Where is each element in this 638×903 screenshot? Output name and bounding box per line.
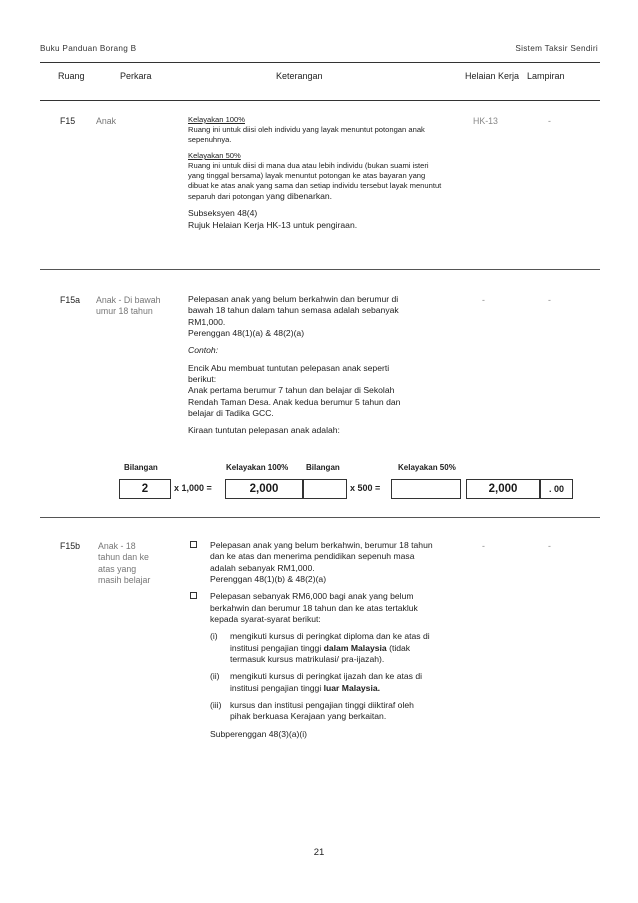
f15b-condition-iii [210, 700, 440, 723]
kelayakan-50-label: Kelayakan 50% [188, 151, 241, 161]
calc-kelayakan-50-label: Kelayakan 50% [398, 463, 456, 472]
condition-ii-bold: luar Malaysia. [323, 682, 381, 693]
checkbox-icon [190, 591, 210, 740]
f15b-condition-ii [210, 671, 440, 694]
calc-kelayakan-100-label: Kelayakan 100% [226, 463, 289, 472]
kelayakan-50-text [188, 161, 443, 202]
f15a-example-intro: Encik Abu membuat tuntutan pelepasan anak seperti berikut: [188, 362, 390, 385]
f15b-subperenggan: Subperenggan 48(3)(a)(i) [210, 728, 307, 739]
calc-bilangan-2-label: Bilangan [306, 463, 340, 472]
f15a-perenggan: Perenggan 48(1)(a) & 48(2)(a) [188, 328, 305, 339]
col-header-ruang: Ruang [58, 71, 85, 81]
f15a-text: Pelepasan anak yang belum berkahwin dan berumur di bawah 18 tahun dalam tahun semasa adalah sebanyak RM1,000. [188, 294, 399, 327]
row-f15a-lampiran: - [548, 295, 551, 305]
condition-i-tail: (tidak termasuk kursus matrikulasi/ pra-ijazah). [230, 642, 411, 665]
f15-rujuk: Rujuk Helaian Kerja HK-13 untuk pengiraan. [188, 219, 358, 230]
row-f15-lampiran: - [548, 116, 551, 126]
row-f15b-lampiran: - [548, 541, 551, 551]
running-header-right: Sistem Taksir Sendiri [515, 44, 598, 53]
calc-bilangan-1-label: Bilangan [124, 463, 158, 472]
calc-count-50-box [303, 479, 347, 499]
condition-i-text: mengikuti kursus di peringkat diploma dan ke atas di institusi pengajian tinggi [230, 631, 430, 653]
kelayakan-100-label: Kelayakan 100% [188, 115, 245, 124]
f15a-kiraan: Kiraan tuntutan pelepasan anak adalah: [188, 425, 340, 436]
f15a-contoh: Contoh: [188, 345, 219, 356]
col-header-perkara: Perkara [120, 71, 152, 81]
kelayakan-100-text: Ruang ini untuk diisi oleh individu yang layak menuntut potongan anak sepenuhnya. [188, 125, 425, 145]
row-f15b-ruang: F15b [60, 541, 81, 551]
f15b-bullet-2 [190, 591, 440, 740]
row-f15-ruang: F15 [60, 116, 76, 126]
row-f15a-ruang: F15a [60, 295, 81, 305]
row-f15b-keterangan [190, 540, 440, 740]
condition-ii-text: mengikuti kursus di peringkat ijazah dan ke atas di institusi pengajian tinggi [230, 671, 423, 693]
calc-cents-box: . 00 [540, 479, 573, 499]
col-header-helaian: Helaian Kerja [464, 71, 520, 81]
condition-ii-number: (ii) [210, 671, 220, 682]
calc-count-100-box: 2 [119, 479, 171, 499]
row-f15-helaian: HK-13 [473, 116, 498, 126]
condition-i-bold: dalam Malaysia [323, 642, 387, 653]
row-f15a-helaian: - [482, 295, 485, 305]
row-f15b-perkara: Anak - 18 tahun dan ke atas yang masih belajar [98, 541, 151, 585]
f15b-condition-i [210, 631, 440, 665]
row-f15-divider [40, 269, 600, 270]
row-f15a-keterangan [188, 294, 413, 437]
row-f15b-helaian: - [482, 541, 485, 551]
row-f15-perkara: Anak [96, 116, 117, 126]
f15b-bullet-1-text: Pelepasan anak yang belum berkahwin, berumur 18 tahun dan ke atas dan menerima pendidikan sepenuh masa adalah sebanyak RM1,000. [210, 540, 433, 573]
row-f15a-perkara: Anak - Di bawah umur 18 tahun [96, 295, 161, 317]
running-header-left: Buku Panduan Borang B [40, 44, 137, 53]
calc-multiplier-1000: x 1,000 = [174, 483, 212, 493]
table-top-rule [40, 62, 600, 63]
condition-i-number: (i) [210, 631, 218, 642]
calc-multiplier-500: x 500 = [350, 483, 381, 493]
f15a-example-detail: Anak pertama berumur 7 tahun dan belajar di Sekolah Rendah Taman Desa. Anak kedua berumur 5 tahun dan belajar di Tadika GCC. [188, 385, 401, 419]
col-header-keterangan: Keterangan [276, 71, 323, 81]
kelayakan-50-text-main: Ruang ini untuk diisi di mana dua atau lebih individu (bukan suami isteri yang tinggal bersama) layak menuntut potongan ke atas bayaran yang dibuat ke atas anak yang sama dan setiap individu tersebut layak menuntut separuh dari potongan [188, 161, 442, 202]
calc-amount-100-box: 2,000 [225, 479, 303, 499]
checkbox-icon [190, 540, 210, 585]
f15b-bullet-1 [190, 540, 440, 585]
col-header-lampiran: Lampiran [527, 71, 565, 81]
calc-amount-50-box [391, 479, 461, 499]
page-number: 21 [313, 847, 325, 858]
row-f15-keterangan [188, 115, 443, 231]
condition-iii-number: (iii) [210, 700, 222, 711]
f15b-bullet-2-text: Pelepasan sebanyak RM6,000 bagi anak yang belum berkahwin dan berumur 18 tahun dan ke atas tertakluk kepada syarat-syarat berikut: [210, 591, 418, 625]
f15-subseksyen: Subseksyen 48(4) [188, 208, 258, 219]
table-header-rule [40, 100, 600, 101]
f15b-bullet-1-perenggan: Perenggan 48(1)(b) & 48(2)(a) [210, 574, 327, 585]
kelayakan-50-text-end: yang dibenarkan. [266, 191, 333, 202]
condition-iii-text: kursus dan institusi pengajian tinggi diiktiraf oleh pihak berkuasa Kerajaan yang berkaitan. [230, 700, 414, 722]
calc-total-box: 2,000 [466, 479, 540, 499]
row-f15a-divider [40, 517, 600, 518]
